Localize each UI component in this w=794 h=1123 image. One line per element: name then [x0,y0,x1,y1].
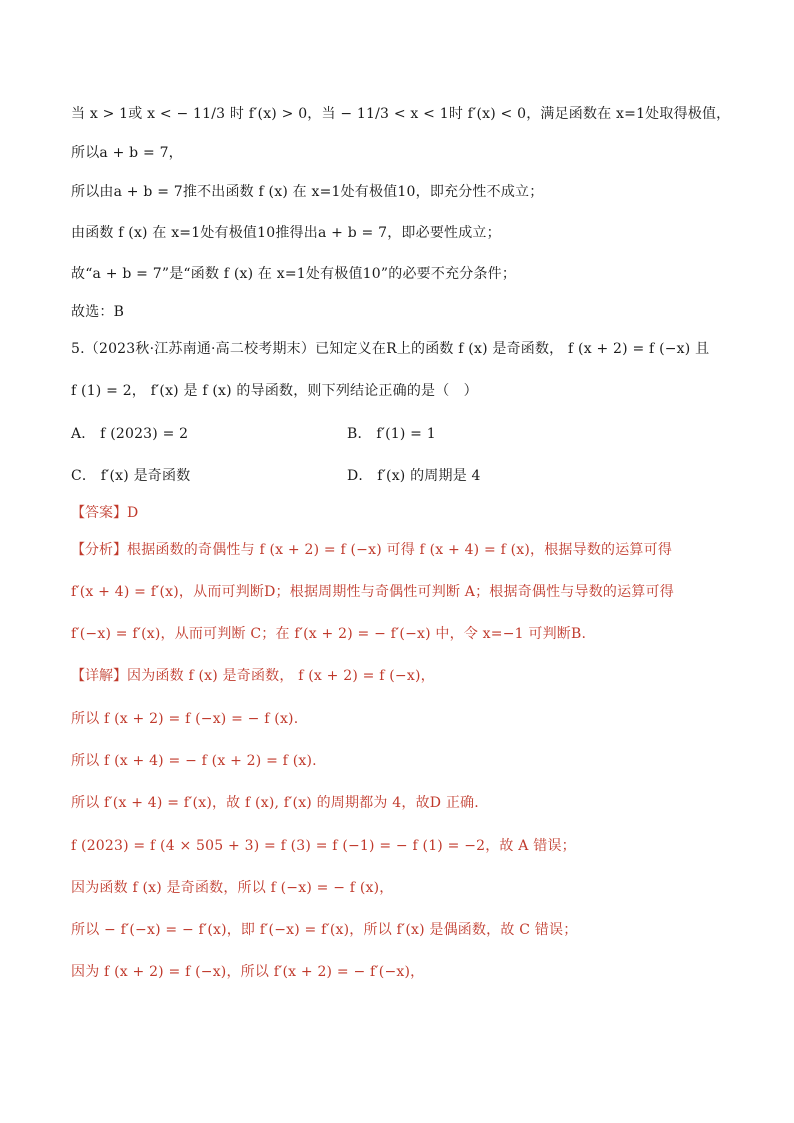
answer-value: D [127,505,139,521]
analysis-line-3: f′(−x) = f′(x)，从而可判断 C；在 f′(x + 2) = − f′(−x) 中，令 x=−1 可判断B. [71,626,587,642]
analysis-label: 【分析】 [71,542,127,558]
detail-label: 【详解】 [71,668,127,684]
option-b: B． f′(1) = 1 [347,426,436,442]
detail-line-4: 所以 f′(x + 4) = f′(x)，故 f (x), f′(x) 的周期都为 4，故D 正确. [71,795,479,811]
option-a: A． f (2023) = 2 [71,426,189,442]
detail-line-8: 因为 f (x + 2) = f (−x)，所以 f′(x + 2) = − f′(−x)， [71,964,425,980]
detail-line-5: f (2023) = f (4 × 505 + 3) = f (3) = f (−1) = − f (1) = −2，故 A 错误； [71,838,576,854]
detail-line-7: 所以 − f′(−x) = − f′(x)，即 f′(−x) = f′(x)，所以 f′(x) 是偶函数，故 C 错误； [71,922,578,938]
option-c: C． f′(x) 是奇函数 [71,468,191,484]
question-stem-line-1: 5.（2023秋·江苏南通·高二校考期末）已知定义在R上的函数 f (x) 是奇函数， f (x + 2) = f (−x) 且 [71,341,710,357]
question-stem-line-2: f (1) = 2， f′(x) 是 f (x) 的导函数，则下列结论正确的是（ ） [71,383,478,399]
detail-line-2: 所以 f (x + 2) = f (−x) = − f (x). [71,711,299,727]
text-line-4: 由函数 f (x) 在 x=1处有极值10推得出a + b = 7，即必要性成立； [71,225,501,241]
text-line-2: 所以a + b = 7， [71,145,183,161]
detail-line-1: 【详解】因为函数 f (x) 是奇函数， f (x + 2) = f (−x)， [71,668,435,684]
answer-line [71,503,138,523]
text-line-5: 故“a + b = 7”是“函数 f (x) 在 x=1处有极值10”的必要不充分条件； [71,266,517,282]
detail-line-3: 所以 f (x + 4) = − f (x + 2) = f (x). [71,753,317,769]
text-line-1: 当 x > 1或 x < − 11/3 时 f′(x) > 0，当 − 11/3 < x < 1时 f′(x) < 0，满足函数在 x=1处取得极值， [71,106,731,122]
analysis-line-1: 【分析】根据函数的奇偶性与 f (x + 2) = f (−x) 可得 f (x + 4) = f (x)，根据导数的运算可得 [71,542,673,558]
text-line-3: 所以由a + b = 7推不出函数 f (x) 在 x=1处有极值10，即充分性不成立； [71,184,544,200]
analysis-line-2: f′(x + 4) = f′(x)，从而可判断D；根据周期性与奇偶性可判断 A；根据奇偶性与导数的运算可得 [71,584,674,600]
option-d: D． f′(x) 的周期是 4 [347,468,481,484]
text-line-6: 故选：B [71,304,125,320]
answer-label: 【答案】 [71,505,127,521]
detail-line-6: 因为函数 f (x) 是奇函数，所以 f (−x) = − f (x)， [71,880,394,896]
